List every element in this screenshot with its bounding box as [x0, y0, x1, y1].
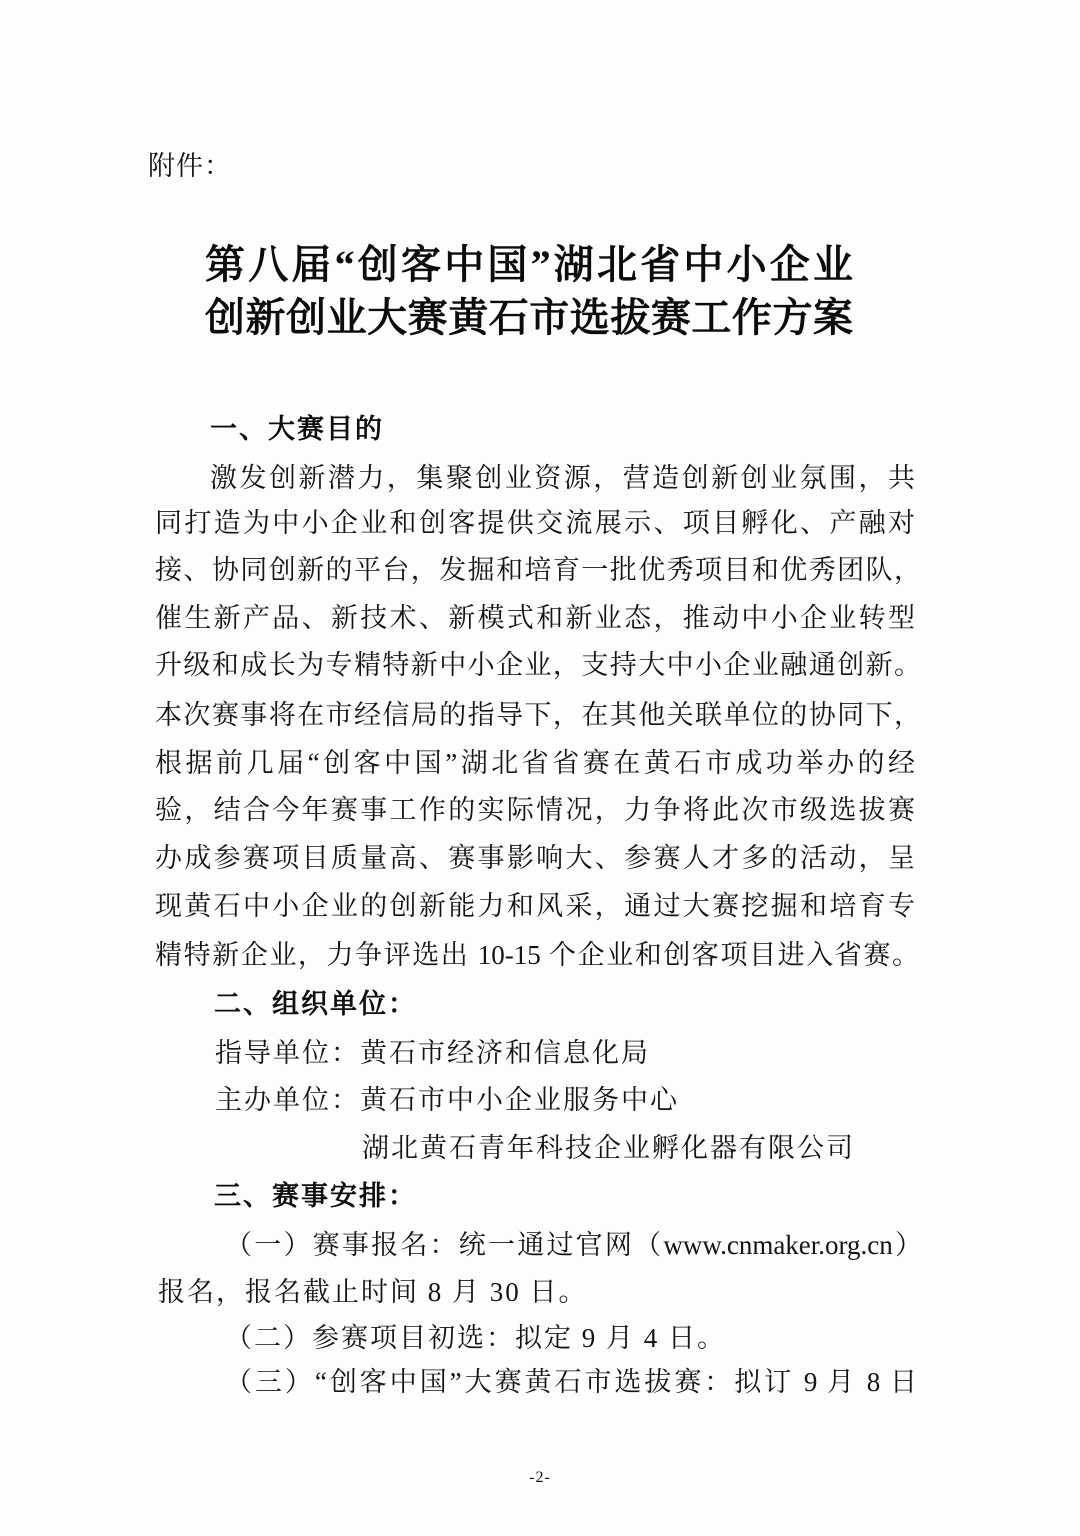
- purpose-paragraph-line: 根据前几届“创客中国”湖北省省赛在黄石市成功举办的经: [155, 748, 915, 778]
- purpose-paragraph-line: 激发创新潜力，集聚创业资源，营造创新创业氛围，共: [210, 463, 915, 493]
- schedule-line: 报名，报名截止时间 8 月 30 日。: [158, 1277, 588, 1307]
- host-unit-name: 湖北黄石青年科技企业孵化器有限公司: [362, 1133, 855, 1163]
- purpose-paragraph-line: 催生新产品、新技术、新模式和新业态，推动中小企业转型: [155, 603, 915, 633]
- document-title-line-2: 创新创业大赛黄石市选拔赛工作方案: [205, 295, 853, 340]
- section-heading-schedule: 三、赛事安排：: [214, 1181, 417, 1212]
- guiding-unit-label: 指导单位：: [215, 1038, 360, 1068]
- section-heading-organizers: 二、组织单位：: [214, 989, 417, 1020]
- purpose-paragraph-line: 接、协同创新的平台，发掘和培育一批优秀项目和优秀团队，: [155, 555, 921, 585]
- purpose-paragraph-line: 验，结合今年赛事工作的实际情况，力争将此次市级选拔赛: [155, 795, 915, 825]
- purpose-paragraph-line: 现黄石中小企业的创新能力和风采，通过大赛挖掘和培育专: [155, 891, 915, 921]
- schedule-line: （二）参赛项目初选：拟定 9 月 4 日。: [225, 1323, 726, 1353]
- purpose-paragraph-line: 同打造为中小企业和创客提供交流展示、项目孵化、产融对: [155, 508, 915, 538]
- schedule-line: （一）赛事报名：统一通过官网（www.cnmaker.org.cn）: [225, 1230, 922, 1260]
- purpose-paragraph-line: 升级和成长为专精特新中小企业，支持大中小企业融通创新。: [155, 650, 921, 680]
- purpose-paragraph-line: 精特新企业，力争评选出 10-15 个企业和创客项目进入省赛。: [155, 940, 919, 970]
- guiding-unit-row: [215, 1029, 815, 1077]
- purpose-paragraph-line: 本次赛事将在市经信局的指导下，在其他关联单位的协同下，: [155, 700, 921, 730]
- document-title-line-1: 第八届“创客中国”湖北省中小企业: [205, 242, 853, 287]
- purpose-paragraph-line: 办成参赛项目质量高、赛事影响大、参赛人才多的活动，呈: [155, 843, 915, 873]
- schedule-line: （三）“创客中国”大赛黄石市选拔赛：拟订 9 月 8 日: [225, 1367, 917, 1397]
- attachment-label: 附件：: [148, 151, 232, 181]
- host-unit-label: 主办单位：: [215, 1085, 360, 1115]
- host-unit-name: 黄石市中小企业服务中心: [360, 1085, 679, 1115]
- guiding-unit-name: 黄石市经济和信息化局: [360, 1038, 650, 1068]
- host-unit-row: [215, 1076, 815, 1124]
- page-number: -2-: [529, 1469, 551, 1486]
- section-heading-purpose: 一、大赛目的: [210, 414, 384, 445]
